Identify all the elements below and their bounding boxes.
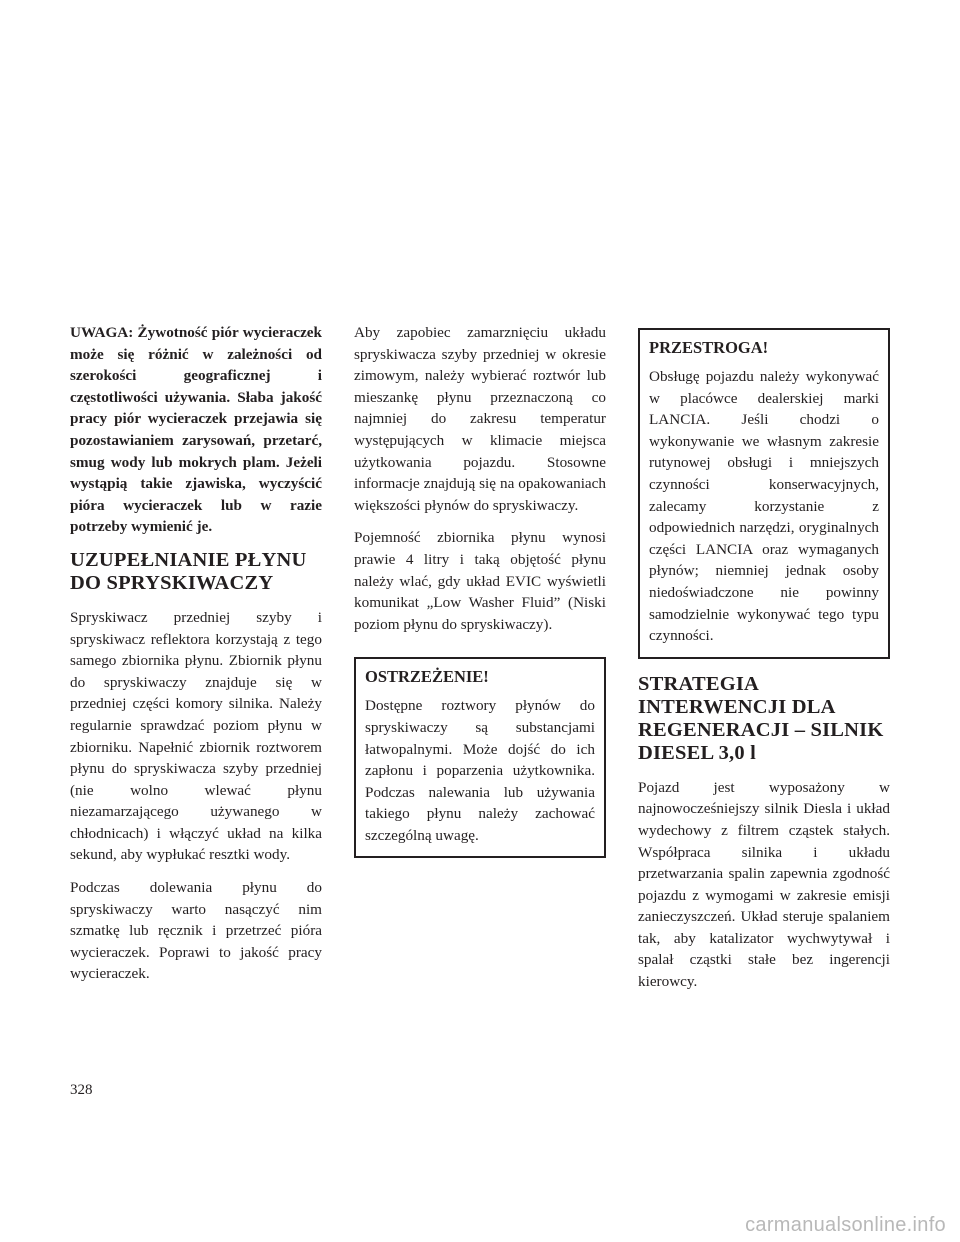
page-number: 328 xyxy=(70,1082,93,1098)
body-paragraph: Spryskiwacz przedniej szyby i spryskiwacz reflektora korzystają z tego samego zbiornika płynu. Zbiornik płynu do spryskiwaczy znajduje się w przedniej części komory silnika. Należy regularnie sprawdzać poziom płynu w zbiorniku. Napełnić zbiornik roztworem płynu do spryskiwacza szyby przedniej (nie wolno wlewać płynu niezamarzającego używanego w chłodnicach) i włączyć układ na kilka sekund, aby wypłukać resztki wody. xyxy=(70,608,322,864)
section-heading-regeneration: STRATEGIA INTERWENCJI DLA REGENERACJI – SILNIK DIESEL 3,0 l xyxy=(638,672,884,764)
body-paragraph: Podczas dolewania płynu do spryskiwaczy warto nasączyć nim szmatkę lub ręcznik i przetrzeć pióra wycieraczek. Poprawi to jakość pracy wycieraczek. xyxy=(70,879,322,983)
warning-title: OSTRZEŻENIE! xyxy=(365,667,489,687)
caution-title: PRZESTROGA! xyxy=(649,338,769,357)
caution-box xyxy=(638,328,890,659)
column-middle xyxy=(354,322,606,872)
warning-box xyxy=(354,657,606,858)
section-heading-washer-fluid: UZUPEŁNIANIE PŁYNU DO SPRYSKIWACZY xyxy=(70,548,307,594)
column-right xyxy=(638,322,890,1004)
column-left xyxy=(70,322,322,996)
note-paragraph: UWAGA: Żywotność piór wycieraczek może się różnić w zależności od szerokości geograficznej i częstotliwości używania. Słaba jakość pracy piór wycieraczek przejawia się pozostawianiem zarysowań, przetarć, smug wody lub mokrych plam. Jeżeli wystąpią takie zjawiska, wyczyścić pióra wycieraczek lub w razie potrzeby wymienić je. xyxy=(70,324,322,536)
warning-text: Dostępne roztwory płynów do spryskiwaczy są substancjami łatwopalnymi. Może dojść do ich zapłonu i poparzenia użytkownika. Podczas nalewania lub używania takiego płynu należy zachować szczególną uwagę. xyxy=(365,697,595,844)
body-paragraph: Aby zapobiec zamarznięciu układu spryskiwacza szyby przedniej w okresie zimowym, należy wybierać roztwór lub mieszankę płynu przeznaczoną co najmniej do zakresu temperatur występujących w klimacie miejsca użytkowania pojazdu. Stosowne informacje znajdują się na opakowaniach większości płynów do spryskiwaczy. xyxy=(354,324,606,514)
caution-text: Obsługę pojazdu należy wykonywać w placówce dealerskiej marki LANCIA. Jeśli chodzi o wykonywanie we własnym zakresie rutynowej obsługi i mniejszych czynności konserwacyjnych, zalecamy korzystanie z odpowiednich narzędzi, oryginalnych części LANCIA oraz wymaganych płynów; niemniej jednak osoby niedoświadczone nie powinny samodzielnie wykonywać tego typu czynności. xyxy=(649,368,879,645)
body-paragraph: Pojazd jest wyposażony w najnowocześniejszy silnik Diesla i układ wydechowy z filtrem cząstek stałych. Współpraca silnika i układu przetwarzania spalin zapewnia zgodność pojazdu z wymogami w zakresie emisji zanieczyszczeń. Układ steruje spalaniem tak, aby katalizator wychwytywał i spalał cząstki stałe bez ingerencji kierowcy. xyxy=(638,778,890,991)
body-paragraph: Pojemność zbiornika płynu wynosi prawie 4 litry i taką objętość płynu należy wlać, gdy układ EVIC wyświetli komunikat „Low Washer Fluid” (Niski poziom płynu do spryskiwaczy). xyxy=(354,529,606,633)
watermark: carmanualsonline.info xyxy=(745,1214,946,1236)
